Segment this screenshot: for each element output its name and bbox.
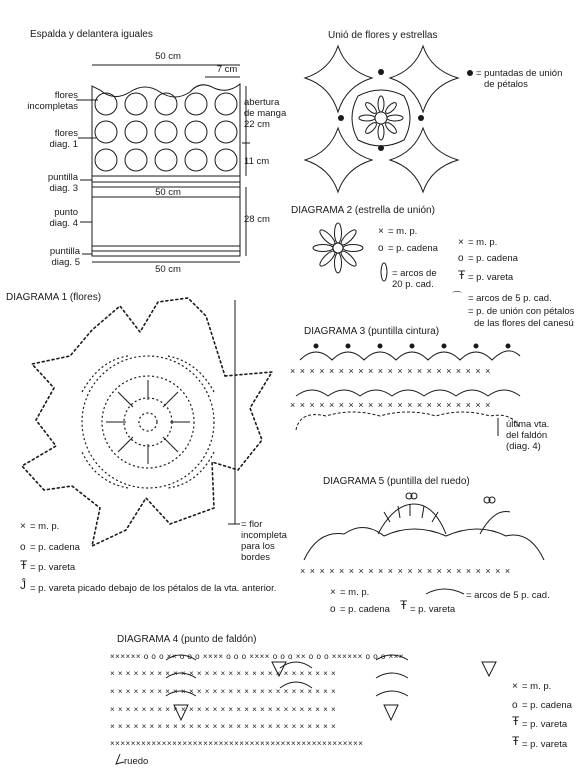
diagram4-legend-vareta-2: = p. vareta: [522, 739, 568, 750]
single-crochet-icon: ×: [512, 681, 518, 692]
width-top-label: 50 cm: [155, 51, 181, 62]
single-crochet-icon: ×: [378, 226, 384, 237]
diagram4-row: × × × × × × × × × × × × × × × × × × × × × × × × × × × × ×: [110, 687, 337, 696]
diagram4-legend-mp: = m. p.: [522, 681, 552, 692]
diagram3-title: DIAGRAMA 3 (puntilla cintura): [304, 326, 440, 337]
legend-right-cadena: = p. cadena: [468, 253, 518, 264]
diagram4-row: ×××××× o o o ×× o o o ×××× o o o ×××× o o o ×× o o o ×××××× o o o ×××: [110, 652, 405, 661]
diagram5-legend-arcos: = arcos de 5 p. cad.: [466, 590, 550, 601]
diagram1-legend-vareta: = p. vareta: [30, 562, 76, 573]
diagram3-side-note: última vta. del faldón (diag. 4): [506, 419, 550, 452]
diagram1-rings: [82, 356, 214, 488]
label-abertura-manga: abertura de manga 22 cm: [244, 97, 287, 130]
width-small-label: 7 cm: [216, 64, 238, 75]
chain-icon: o: [378, 243, 384, 254]
diagram3-row-stitches: × × × × × × × × × × × × × × × × × × × × ×: [290, 400, 492, 410]
diagram5-legend-vareta: = p. vareta: [410, 604, 456, 615]
union-title: Unió de flores y estrellas: [328, 30, 438, 41]
diagram2-legend-cadena: = p. cadena: [388, 243, 438, 254]
width-mid-label: 50 cm: [155, 187, 181, 198]
label-puntilla-diag5: puntilla diag. 5: [49, 246, 80, 268]
single-crochet-icon: ×: [20, 521, 26, 532]
diagram4-row: ×××××××××××××××××××××××××××××××××××××××××××××××××: [110, 739, 364, 748]
diagram4-row: × × × × × × × × × × × × × × × × × × × × × × × × × × × × ×: [110, 669, 337, 678]
spike-double-crochet-icon: Ĵ: [20, 578, 26, 592]
treble-crochet-icon: Ŧ: [512, 734, 520, 748]
height-11-label: 11 cm: [244, 156, 270, 167]
diagram4-row: × × × × × × × × × × × × × × × × × × × × × × × × × × × × ×: [110, 722, 337, 731]
height-28-label: 28 cm: [244, 214, 270, 225]
chain-icon: o: [330, 604, 336, 615]
diagram1-spokes: [106, 380, 190, 464]
legend-right-union: = p. de unión con pétalos: [468, 306, 575, 317]
diagram4-row: × × × × × × × × × × × × × × × × × × × × × × × × × × × × ×: [110, 705, 337, 714]
width-bottom-label: 50 cm: [155, 264, 181, 275]
chain-icon: o: [458, 253, 464, 264]
diagram4-legend-cadena: = p. cadena: [522, 700, 572, 711]
chain-icon: o: [20, 542, 26, 553]
label-puntilla-diag3: puntilla diag. 3: [47, 172, 78, 194]
single-crochet-icon: ×: [458, 237, 464, 248]
diagram3-edging: [296, 351, 520, 436]
label-punto-diag4: punto diag. 4: [49, 207, 78, 229]
diagram3-row-stitches: × × × × × × × × × × × × × × × × × × × × ×: [290, 366, 492, 376]
diagram5-edging: [304, 493, 544, 594]
diagram5-title: DIAGRAMA 5 (puntilla del ruedo): [323, 476, 470, 487]
diagram4-title: DIAGRAMA 4 (punto de faldón): [117, 634, 257, 645]
diagram1-title: DIAGRAMA 1 (flores): [6, 292, 102, 303]
diagram1-legend-picado: = p. vareta picado debajo de los pétalos de la vta. anterior.: [30, 583, 277, 594]
legend-right-union-2: de las flores del canesú: [474, 318, 574, 329]
diagram5-legend-mp: = m. p.: [340, 587, 370, 598]
double-crochet-icon: Ŧ: [512, 714, 520, 728]
diagram4-ruedo-label: ruedo: [124, 756, 149, 767]
double-crochet-icon: Ŧ: [20, 558, 28, 572]
chain-icon: o: [512, 700, 518, 711]
legend-right-mp: = m. p.: [468, 237, 498, 248]
union-note: = puntadas de unión de pétalos: [476, 68, 563, 90]
diagram2-star: [313, 223, 363, 273]
legend-right-vareta: = p. vareta: [468, 272, 514, 283]
diagram5-legend-cadena: = p. cadena: [340, 604, 390, 615]
diagram2-legend-arcos: = arcos de 20 p. cad.: [392, 268, 437, 290]
single-crochet-icon: ×: [330, 587, 336, 598]
legend-right-arcos: = arcos de 5 p. cad.: [468, 293, 552, 304]
diagram5-row-stitches: × × × × × × × × × × × × × × × × × × × × × ×: [300, 566, 512, 576]
diagram4-legend-vareta: = p. vareta: [522, 719, 568, 730]
flower-star-union: [305, 46, 458, 192]
label-flor-incompleta: = flor incompleta para los bordes: [241, 519, 287, 563]
label-flores-incompletas: flores incompletas: [27, 90, 78, 112]
label-flores-diag1: flores diag. 1: [49, 128, 78, 150]
diagram1-legend-cadena: = p. cadena: [30, 542, 80, 553]
schematic-title: Espalda y delantera iguales: [30, 29, 153, 40]
double-crochet-icon: Ŧ: [458, 268, 466, 282]
diagram1-legend-mp: = m. p.: [30, 521, 60, 532]
garment-schematic: [76, 65, 250, 262]
diagram2-legend-mp: = m. p.: [388, 226, 418, 237]
arc-icon: ⌒: [452, 292, 462, 303]
diagram2-title: DIAGRAMA 2 (estrella de unión): [291, 205, 435, 216]
double-crochet-icon: Ŧ: [400, 598, 408, 612]
